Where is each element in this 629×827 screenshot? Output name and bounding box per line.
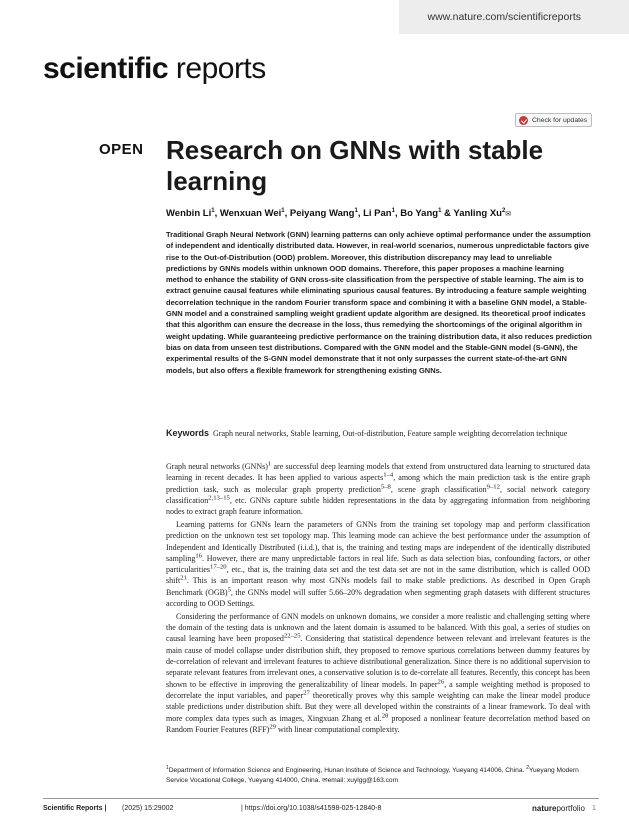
check-updates-label: Check for updates: [532, 116, 588, 124]
author-affil-sup: 1: [281, 207, 285, 214]
open-access-label: OPEN: [99, 141, 144, 158]
brand-bold: nature: [532, 804, 557, 813]
check-updates-icon: [519, 116, 528, 125]
body-text-run: Graph neural networks (GNNs): [166, 462, 268, 471]
author-affil-sup: 1: [391, 207, 395, 214]
citation-ref[interactable]: 29: [269, 723, 276, 731]
author-affil-sup: 1: [354, 207, 358, 214]
affil-sup: 2: [526, 764, 529, 771]
author-name[interactable]: Li Pan: [363, 208, 392, 219]
body-text-run: , among which the main prediction task is the entire graph prediction task, such as molecular graph property prediction: [166, 473, 590, 494]
journal-logo[interactable]: [43, 52, 266, 86]
footer-citation: (2025) 15:29002: [122, 805, 174, 812]
citation-ref[interactable]: 9–12: [486, 482, 500, 490]
abstract: Traditional Graph Neural Network (GNN) learning patterns can only achieve optimal performance under the assumption of independent and identically distributed data. However, in real-world scenarios, numerous unpredictable factors give rise to the Out-of-Distribution (OOD) problem. Moreover, this distribution discrepancy may lead to unreliable predictions by GNNs models within unknown OOD domains. Therefore, this paper proposes a machine learning method to enhance the stability of GNN cross-site classification from the perspective of stable learning. The aim is to extract genuine causal features while eliminating spurious causal features. By introducing a feature sample weighting decorrelation technique in the random Fourier transform space and combining it with a baseline GNN model, a Stable-GNN model and a constrained sampling weight gradient update algorithm are designed. Its theoretical proof indicates that this algorithm can ensure the decrease in the loss, thus remedying the shortcomings of the original algorithm in weight updating. While guaranteeing predictive performance on the training distribution data, it also reduces prediction bias on data from unseen test distributions. Compared with the GNN model and the Stable-GNN model (S-GNN), the experimental results of the S-GNN model demonstrate that it not only surpasses the current state-of-the-art GNN models, but also offers a flexible framework for strengthening existing GNNs.: [166, 230, 592, 375]
keywords-list: Graph neural networks, Stable learning, Out-of-distribution, Feature sample weighting decorrelation technique: [213, 429, 568, 438]
body-text-run: . This is an important reason why most GNNs models fail to make stable predictions. As described in Open Graph Benchmark (OGB): [166, 576, 590, 597]
author-name[interactable]: Peiyang Wang: [289, 208, 355, 219]
citation-ref[interactable]: 1: [267, 460, 272, 468]
affiliation-1: Department of Information Science and Engineering, Hunan Institute of Science and Technology, Yueyang 414006, China.: [168, 767, 525, 774]
footer-doi-link[interactable]: | https://doi.org/10.1038/s41598-025-12840-8: [241, 805, 382, 812]
page-footer: [43, 803, 599, 819]
affiliation-2: Yueyang Modern Service Vocational College, Yueyang 414000, China.: [166, 767, 579, 784]
keywords-label: Keywords: [166, 428, 210, 438]
corresponding-email[interactable]: email: xuylgg@163.com: [327, 777, 399, 784]
body-text-run: , etc., that is, the training data set and the test data set are not in the same distribution, which is called OOD shift: [166, 565, 590, 586]
article-body: [166, 461, 590, 737]
body-paragraph: [166, 461, 590, 517]
citation-ref[interactable]: 5: [227, 586, 231, 594]
check-for-updates-button[interactable]: [515, 113, 592, 127]
body-text-run: , scene graph classification: [390, 484, 487, 494]
mail-icon: ✉: [322, 777, 328, 784]
citation-ref[interactable]: 26: [437, 677, 445, 685]
citation-ref[interactable]: 17–20: [209, 563, 227, 571]
citation-ref[interactable]: 1–4: [383, 471, 394, 479]
journal-url[interactable]: www.nature.com/scientificreports: [427, 11, 581, 23]
citation-ref[interactable]: 5–8: [380, 482, 391, 490]
body-text-run: , the GNNs model will suffer 5.66–20% degradation when segmenting graph datasets with different structures according to OOD Settings.: [166, 587, 590, 609]
citation-ref[interactable]: 27: [303, 689, 310, 697]
author-list: Wenbin Li$^1$, Wenxuan Wei$^1$, Peiyang Wang$^1$, Li Pan$^1$, Bo Yang$^1$ & Yanling Xu$^2$✉: [166, 207, 512, 219]
author-name[interactable]: Bo Yang: [400, 208, 439, 219]
author-name[interactable]: Wenbin Li: [166, 208, 212, 219]
journal-logo-light: reports: [168, 52, 266, 85]
body-text-run: proposed a nonlinear feature decorrelation method based on Random Fourier Features (RFF): [166, 713, 591, 734]
author-affil-sup: 1: [211, 207, 215, 214]
author-affil-sup: 2: [501, 207, 506, 214]
footer-divider: [43, 798, 599, 799]
mail-icon[interactable]: ✉: [505, 211, 512, 218]
author-affil-sup: 1: [438, 207, 442, 214]
nature-portfolio-logo[interactable]: [532, 804, 585, 813]
author-name[interactable]: Wenxuan Wei: [219, 208, 282, 219]
body-text-run: . However, there are many unpredictable factors in real life. Such as data selection bias, confounding factors, or other particularities: [166, 553, 590, 575]
citation-ref[interactable]: 16: [195, 552, 202, 560]
brand-light: portfolio: [556, 804, 585, 813]
citation-ref[interactable]: 22–25: [283, 632, 301, 640]
affil-sup: 1: [166, 764, 169, 771]
body-text-run: , a sample weighting method is proposed to decorrelate the input variables, and paper: [166, 679, 591, 700]
page-number: 1: [592, 805, 596, 812]
body-paragraph: [166, 519, 590, 609]
body-text-run: Considering the performance of GNN models on unknown domains, we consider a more realistic and challenging setting where the domain of the testing data is unknown and the latent domain is assumed to be balanced. With this goal, a series of studies on causal learning have been proposed: [166, 611, 590, 644]
journal-logo-bold: scientific: [43, 52, 169, 85]
article-title: Research on GNNs with stable learning: [166, 135, 544, 196]
body-text-run: are successful deep learning models that extend from unstructured data learning to structured data learning in recent decades. It has been applied to various aspects: [166, 462, 590, 483]
citation-ref[interactable]: 28: [381, 711, 389, 719]
citation-ref[interactable]: 2,13–15: [208, 494, 230, 502]
body-text-run: with linear computational complexity.: [275, 724, 400, 734]
affiliations: [166, 766, 596, 786]
body-text-run: , etc. GNNs capture subtle hidden representations in the data by aggregating information from neighboring nodes to extract graph feature information.: [166, 495, 590, 517]
citation-ref[interactable]: 21: [180, 574, 187, 582]
body-text-run: Learning patterns for GNNs learn the parameters of GNNs from the training set topology map and perform classification prediction on the unknown test set topology map. This learning mode can achieve the best performance under the assumption of Independent and Identically Distributed (i.i.d.), that is, the training and testing maps are independent of the identically distributed sampling: [166, 519, 590, 563]
body-paragraph: [166, 611, 590, 735]
author-name[interactable]: Yanling Xu: [453, 208, 502, 219]
keywords: [166, 428, 586, 439]
body-text-run: theoretically proves why this sample weighting can make the linear model produce stable predictions under distribution shift. But they were all developed within the constraints of a linear framework. To deal with more complex data types such as images, Xingxuan Zhang et al.: [166, 690, 590, 723]
footer-journal: Scientific Reports |: [43, 805, 107, 812]
body-text-run: . Considering that statistical dependence between relevant and irrelevant features is the main cause of model collapse under distribution shift, they proposed to remove spurious correlations between dummy features by de-correlation of relevant and irrelevant features to achieve distributional generalization. Since there is no additional supervision to separate relevant features from irrelevant ones, a conservative solution is to de-correlate all features. Recently, this concept has been shown to be effective in improving the generalizability of linear models. In paper: [166, 634, 590, 689]
body-text-run: , social network category classification: [166, 484, 590, 505]
